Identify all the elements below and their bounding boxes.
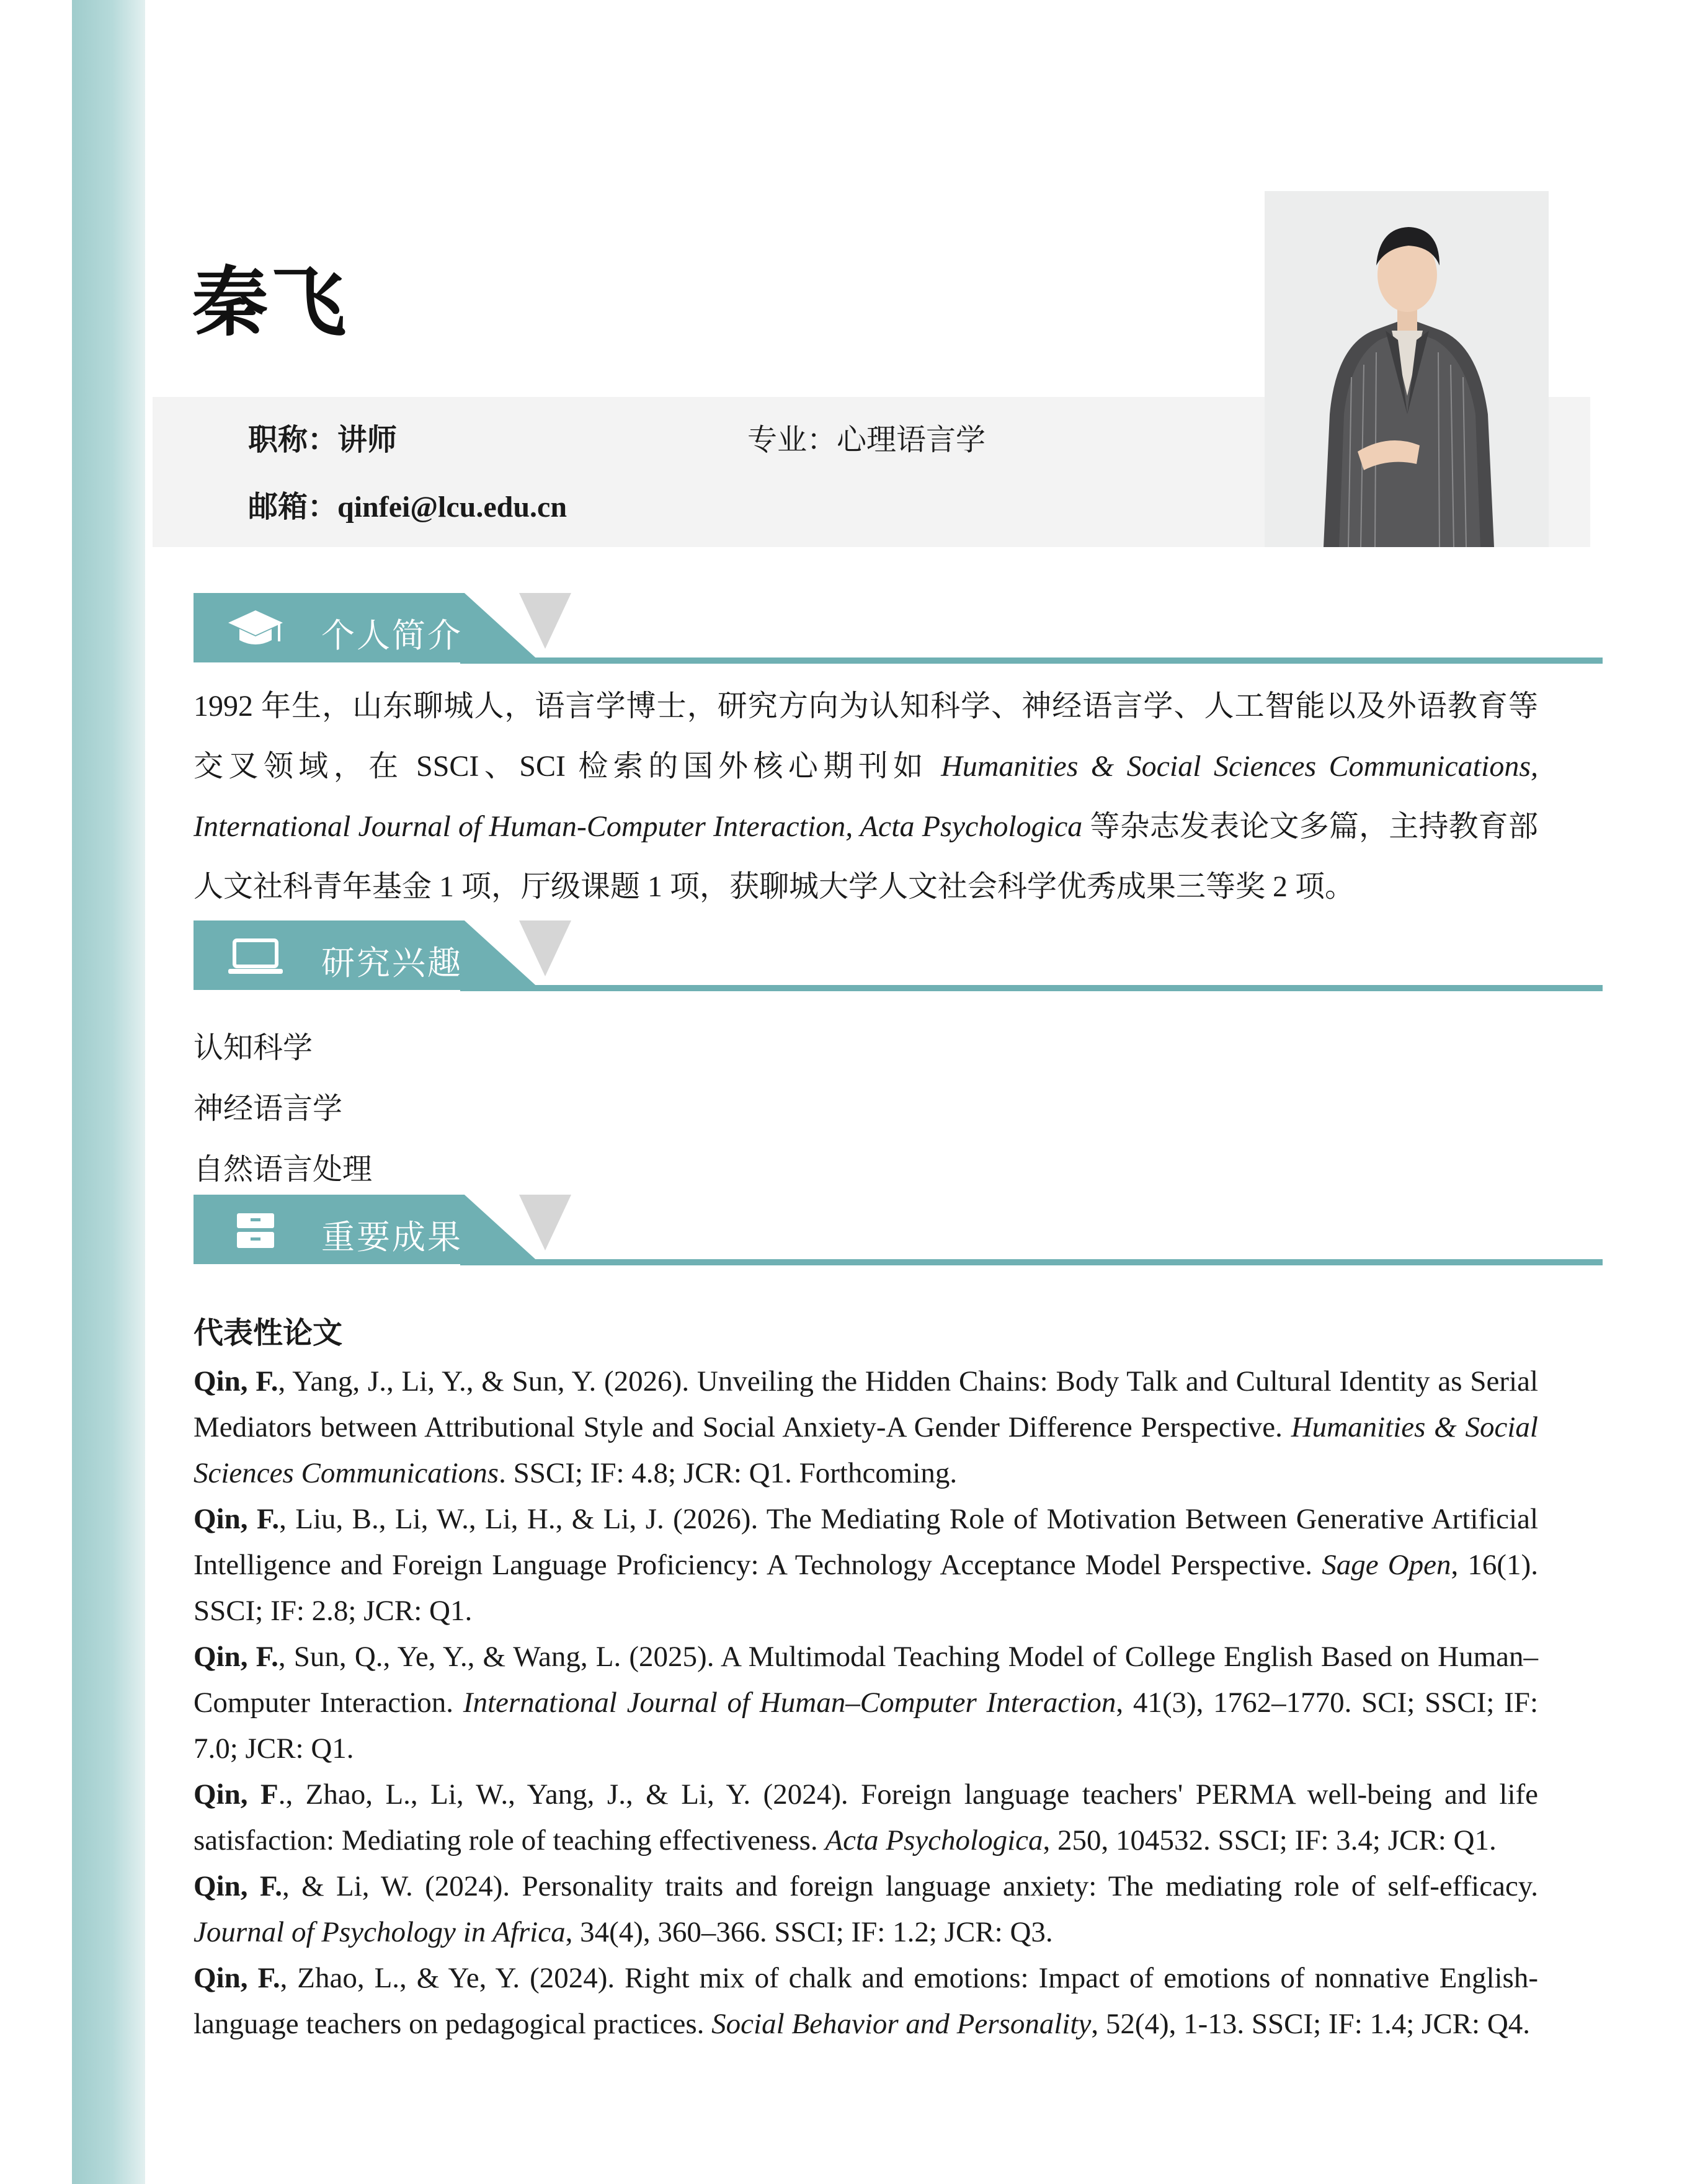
interest-item: 认知科学 [194,1032,313,1064]
email-value: qinfei@lcu.edu.cn [337,491,567,524]
section-header-interests [194,920,1603,997]
publication-item [194,1863,1538,1955]
job-title-field [248,416,397,458]
pub-details: . SSCI; IF: 4.8; JCR: Q1. Forthcoming. [499,1457,958,1489]
publication-item [194,1496,1538,1634]
intro-text-2: 等杂志发表论文多篇，主持教育部人文社科青年基金 1 项，厅级课题 1 项，获聊城大学人文社会科学优秀成果三等奖 2 项。 [194,810,1538,903]
interest-item: 神经语言学 [194,1092,343,1125]
pub-details: , 34(4), 360–366. SSCI; IF: 1.2; JCR: Q3. [565,1916,1053,1948]
job-title-label: 职称： [248,424,338,457]
pub-journal: Journal of Psychology in Africa [194,1916,566,1948]
section-title-achievements: 重要成果 [321,1218,463,1257]
pub-author: Qin, F. [194,1962,280,1994]
pub-details: , 52(4), 1-13. SSCI; IF: 1.4; JCR: Q4. [1091,2008,1531,2040]
laptop-icon [226,934,285,979]
section-divider-line [460,1259,1603,1265]
pub-journal: Humanities & Social Sciences Communications [194,1411,1538,1489]
pub-text: , Sun, Q., Ye, Y., & Wang, L. (2025). A Multimodal Teaching Model of College English Based on Human–Computer Interaction. [194,1641,1538,1719]
profile-photo [1265,191,1549,547]
section-title-interests: 研究兴趣 [321,943,463,983]
pub-details: , 16(1). SSCI; IF: 2.8; JCR: Q1. [194,1549,1538,1627]
interest-item: 自然语言处理 [194,1153,373,1186]
person-name: 秦飞 [192,257,349,347]
section-header-intro [194,593,1603,670]
email-field [248,483,567,525]
publications-subtitle: 代表性论文 [194,1317,343,1350]
publication-item [194,1634,1538,1772]
pub-author: Qin, F. [194,1870,282,1902]
pub-journal: International Journal of Human–Computer Interaction [463,1687,1116,1719]
section-triangle-decor [519,1195,571,1250]
section-header-achievements [194,1195,1603,1272]
job-title-value: 讲师 [337,424,398,457]
pub-text: , Zhao, L., & Ye, Y. (2024). Right mix of chalk and emotions: Impact of emotions of nonnative English-language teachers on pedagogical practices. [194,1962,1538,2040]
pub-details: , 41(3), 1762–1770. SCI; SSCI; IF: 7.0; JCR: Q1. [194,1687,1539,1765]
email-label: 邮箱： [248,491,338,524]
pub-details: , 250, 104532. SSCI; IF: 3.4; JCR: Q1. [1043,1824,1497,1856]
pub-author: Qin, F. [194,1641,278,1673]
pub-text: , & Li, W. (2024). Personality traits and foreign language anxiety: The mediating role of self-efficacy. [282,1870,1538,1902]
major-field [747,416,986,458]
pub-journal: Sage Open [1322,1549,1451,1581]
section-title-intro: 个人简介 [321,616,463,655]
section-triangle-decor [519,593,571,649]
pub-text: , Yang, J., Li, Y., & Sun, Y. (2026). Unveiling the Hidden Chains: Body Talk and Cultural Identity as Serial Mediators between Attributional Style and Social Anxiety-A Gender Difference Perspective. [194,1365,1539,1443]
intro-text-1: 1992 年生，山东聊城人，语言学博士，研究方向为认知科学、神经语言学、人工智能以及外语教育等交叉领域，在 SSCI、SCI 检索的国外核心期刊如 [194,690,1538,783]
pub-journal: Social Behavior and Personality [711,2008,1092,2040]
major-value: 心理语言学 [837,424,986,457]
pub-text: , Liu, B., Li, W., Li, H., & Li, J. (2026). The Mediating Role of Motivation Between Generative Artificial Intelligence and Foreign Language Proficiency: A Technology Acceptance Model Perspective. [194,1503,1539,1581]
section-divider-line [460,657,1603,664]
publication-item [194,1955,1538,2047]
pub-author: Qin, F [194,1778,278,1811]
archive-box-icon [226,1208,285,1253]
section-triangle-decor [519,920,571,976]
section-divider-line [460,985,1603,991]
publication-item [194,1772,1538,1863]
major-label: 专业： [747,424,837,457]
side-decorative-bar [72,0,145,2184]
publication-list [194,1358,1538,2047]
pub-text: ., Zhao, L., Li, W., Yang, J., & Li, Y. (2024). Foreign language teachers' PERMA well-being and life satisfaction: Mediating role of teaching effectiveness. [194,1778,1539,1856]
intro-paragraph [194,676,1538,917]
intro-journals: Humanities & Social Sciences Communications, International Journal of Human-Computer Interaction, Acta Psychologica [194,750,1538,843]
pub-author: Qin, F. [194,1365,278,1397]
graduation-cap-icon [226,607,285,651]
pub-journal: Acta Psychologica [825,1824,1043,1856]
publication-item [194,1358,1538,1496]
pub-author: Qin, F. [194,1503,280,1535]
